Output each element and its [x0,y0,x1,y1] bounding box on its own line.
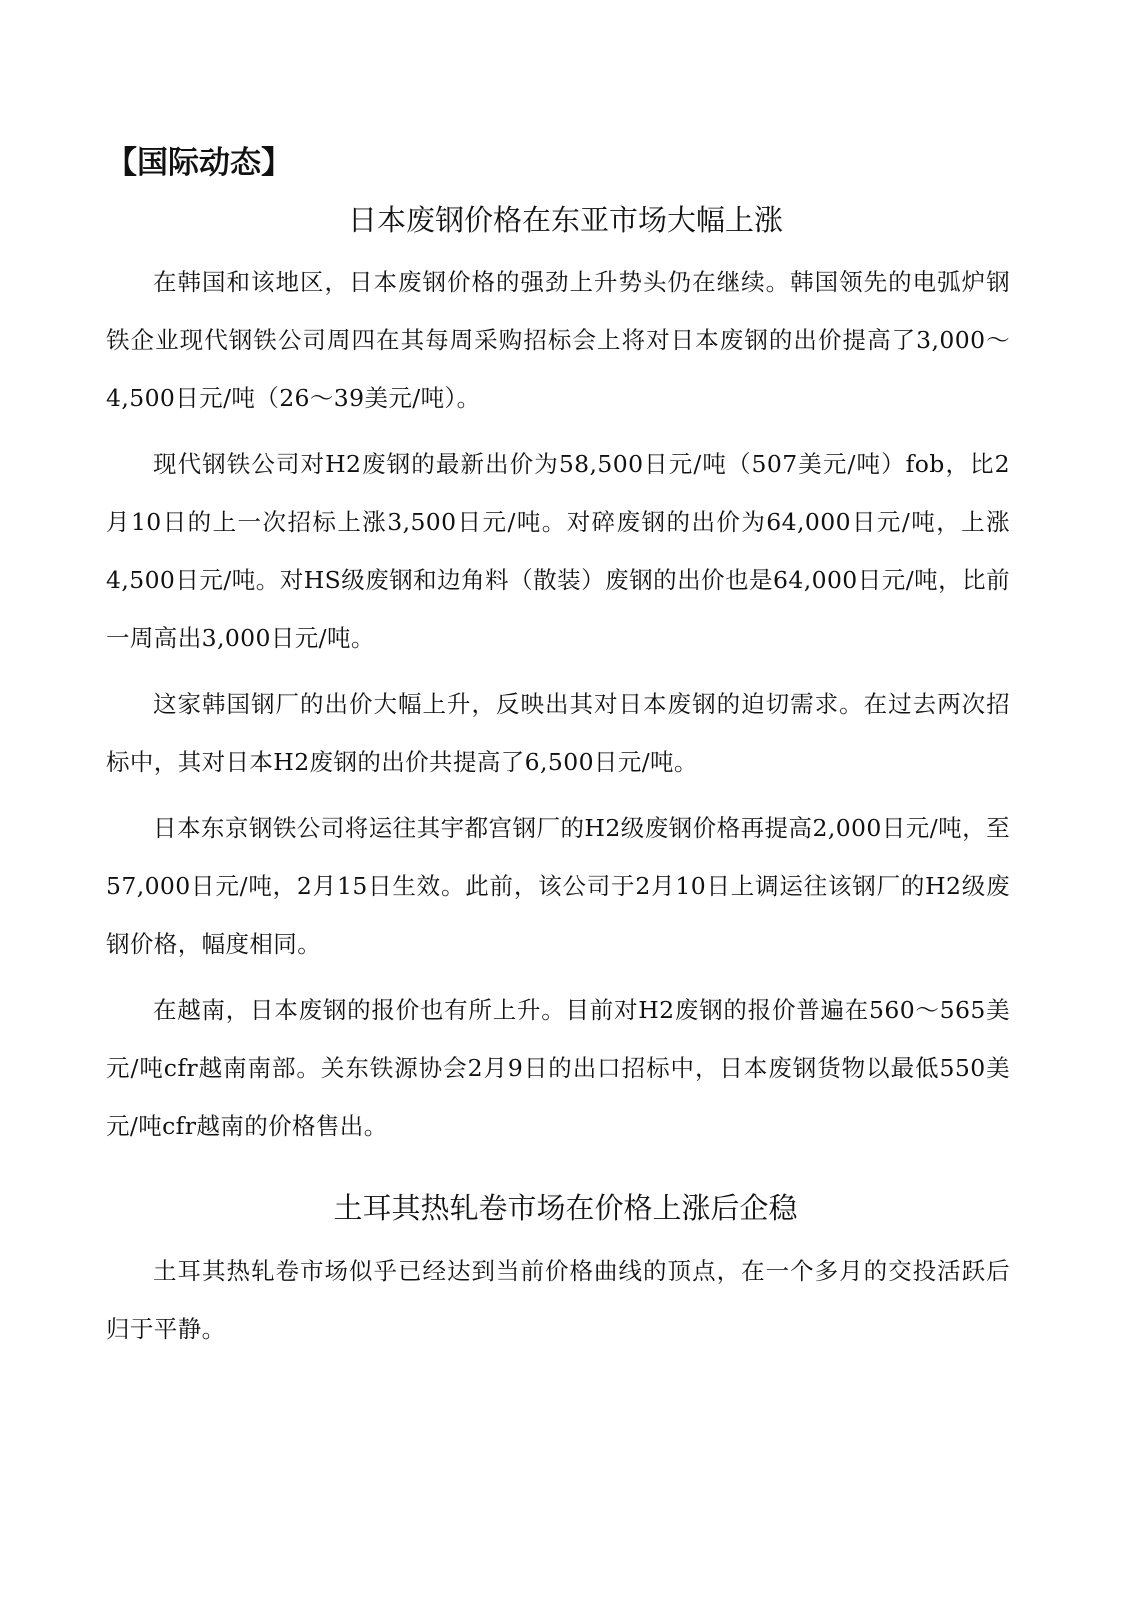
paragraph: 日本东京钢铁公司将运往其宇都宫钢厂的H2级废钢价格再提高2,000日元/吨，至57,000日元/吨，2月15日生效。此前，该公司于2月10日上调运往该钢厂的H2级废钢价格，幅度相同。 [106,814,1010,958]
article-body-japan-scrap [106,253,1010,1163]
article-title-japan-scrap: 日本废钢价格在东亚市场大幅上涨 [347,203,783,237]
article-body-turkey-hrc [106,1242,1010,1366]
paragraph: 在韩国和该地区，日本废钢价格的强劲上升势头仍在继续。韩国领先的电弧炉钢铁企业现代钢铁公司周四在其每周采购招标会上将对日本废钢的出价提高了3,000～4,500日元/吨（26～39美元/吨）。 [106,268,1010,412]
section-label: 【国际动态】 [106,145,292,181]
article-title-turkey-hrc: 土耳其热轧卷市场在价格上涨后企稳 [333,1191,798,1225]
paragraph: 土耳其热轧卷市场似乎已经达到当前价格曲线的顶点，在一个多月的交投活跃后归于平静。 [106,1257,1010,1343]
paragraph: 这家韩国钢厂的出价大幅上升，反映出其对日本废钢的迫切需求。在过去两次招标中，其对日本H2废钢的出价共提高了6,500日元/吨。 [106,690,1010,776]
paragraph: 在越南，日本废钢的报价也有所上升。目前对H2废钢的报价普遍在560～565美元/吨cfr越南南部。关东铁源协会2月9日的出口招标中，日本废钢货物以最低550美元/吨cfr越南的价格售出。 [106,996,1010,1140]
paragraph: 现代钢铁公司对H2废钢的最新出价为58,500日元/吨（507美元/吨）fob，比2月10日的上一次招标上涨3,500日元/吨。对碎废钢的出价为64,000日元/吨，上涨4,500日元/吨。对HS级废钢和边角料（散装）废钢的出价也是64,000日元/吨，比前一周高出3,000日元/吨。 [106,450,1010,652]
